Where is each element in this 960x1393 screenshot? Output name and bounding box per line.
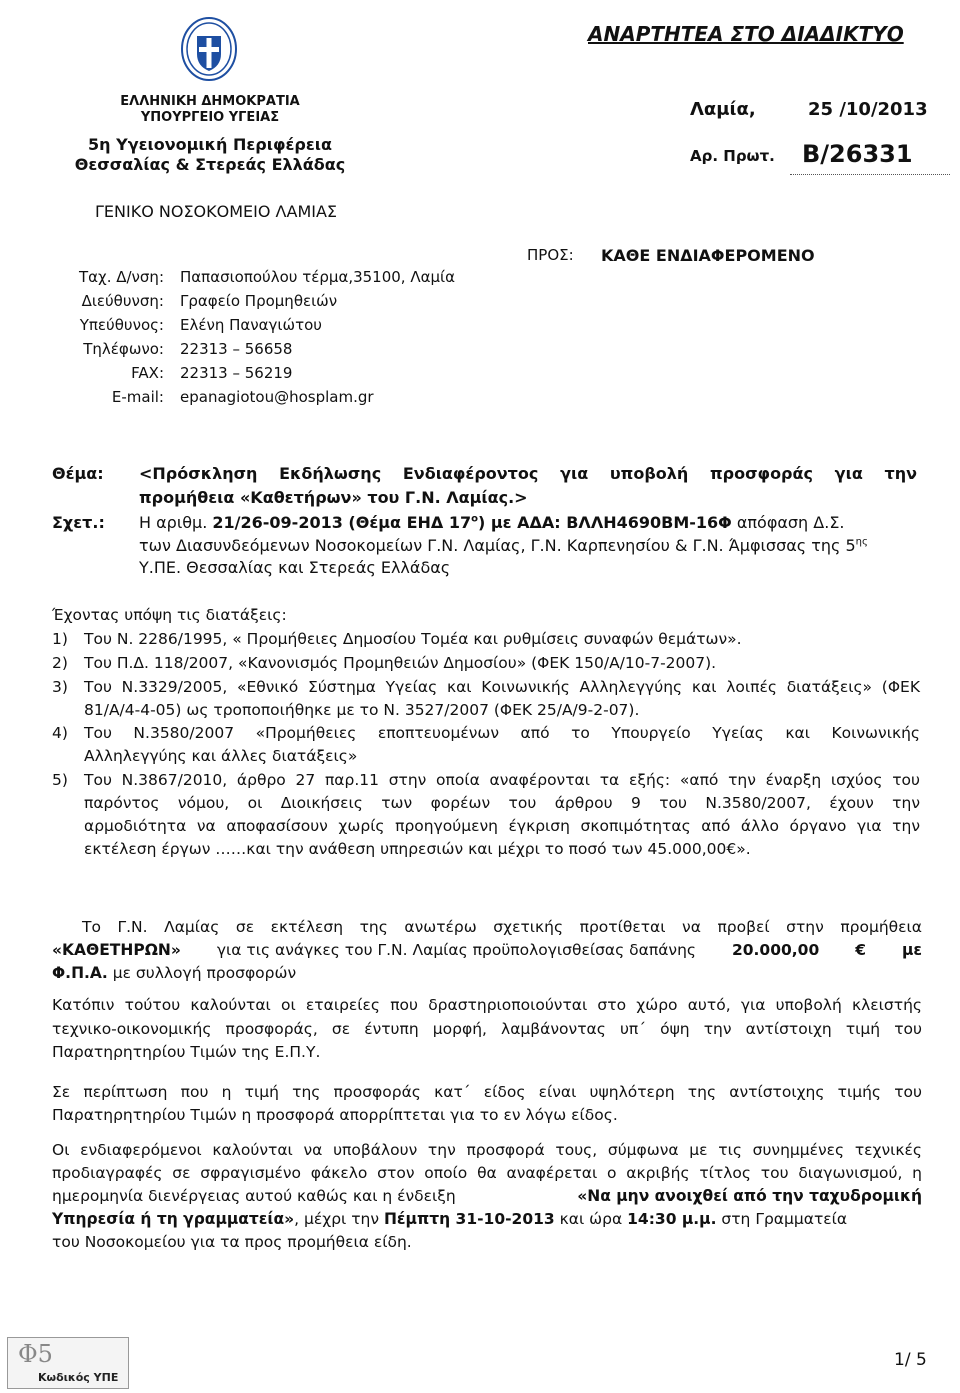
reference-text: απόφαση Δ.Σ. — [736, 513, 845, 532]
body-paragraph-1-line: Φ.Π.Α. με συλλογή προσφορών — [52, 964, 297, 982]
document-date: 25 /10/2013 — [808, 99, 928, 120]
contact-label: Διεύθυνση: — [81, 292, 164, 310]
recipient-value: ΚΑΘΕ ΕΝΔΙΑΦΕΡΟΜΕΝΟ — [601, 246, 815, 265]
body-paragraph-4-line: Οι ενδιαφερόμενοι καλούνται να υποβάλουν την προσφορά τους, σύμφωνα με τις συνημμένες τεχνικές — [52, 1141, 922, 1159]
envelope-marking: «Να μην ανοιχθεί από την ταχυδρομική — [577, 1187, 922, 1205]
provisions-intro: Έχοντας υπόψη τις διατάξεις: — [52, 606, 287, 624]
body-paragraph-4-line: Υπηρεσία ή τη γραμματεία», μέχρι την Πέμπτη 31-10-2013 και ώρα 14:30 μ.μ. στη Γραμματεία — [52, 1210, 848, 1228]
contact-label: Τηλέφωνο: — [83, 340, 164, 358]
contact-row — [0, 388, 500, 412]
contact-row — [0, 340, 500, 364]
budget-amount: 20.000,00 — [731, 941, 820, 959]
contact-row — [0, 292, 500, 316]
body-paragraph-4-line: του Νοσοκομείου για τα προς προμήθεια είδη. — [52, 1233, 412, 1251]
deadline-time: 14:30 μ.μ. — [627, 1210, 717, 1228]
provision-text: Του Π.Δ. 118/2007, «Κανονισμός Προμηθειών Δημοσίου» (ΦΕΚ 150/Α/10-7-2007). — [84, 654, 717, 672]
contact-value: 22313 – 56219 — [180, 364, 293, 382]
subject-label: Θέμα: — [52, 464, 104, 483]
provision-number: 4) — [52, 724, 68, 742]
reference-line-1 — [139, 513, 845, 532]
provision-text: παρόντος νόμου, οι Διοικήσεις των φορέων του άρθρου 9 του Ν.3580/2007, έχουν την — [84, 794, 920, 812]
euro-icon: € — [855, 941, 866, 959]
deadline-date: Πέμπτη 31-10-2013 — [383, 1210, 555, 1228]
ype-code: Φ5 — [18, 1340, 53, 1368]
body-paragraph-3-line: Σε περίπτωση που η τιμή της προσφοράς κατ΄ είδος είναι υψηλότερη της αντίστοιχης τιμής του — [52, 1083, 922, 1101]
republic-label: ΕΛΛΗΝΙΚΗ ΔΗΜΟΚΡΑΤΙΑ — [120, 94, 300, 109]
body-paragraph-3-line: Παρατηρητηρίου Τιμών η προσφορά απορρίπτεται για το εν λόγω είδος. — [52, 1106, 618, 1124]
greek-seal-icon — [178, 14, 240, 84]
reference-line-2: των Διασυνδεόμενων Νοσοκομείων Γ.Ν. Λαμίας, Γ.Ν. Καρπενησίου & Γ.Ν. Άμφισσας της $5^{\eta\varsigma}$ — [139, 536, 868, 555]
contact-value: Ελένη Παναγιώτου — [180, 316, 322, 334]
provision-text: Του Ν.3329/2005, «Εθνικό Σύστημα Υγείας και Κοινωνικής Αλληλεγγύης και λοιπές διατάξεις» (ΦΕΚ — [84, 678, 920, 696]
body-paragraph-2-line: τεχνικο-οικονομικής προσφοράς, σε έντυπη μορφή, λαμβάνοντας υπ΄ όψη την αντίστοιχη τιμή του — [52, 1020, 922, 1038]
hospital-name: ΓΕΝΙΚΟ ΝΟΣΟΚΟΜΕΙΟ ΛΑΜΙΑΣ — [95, 202, 338, 221]
region-label-2: Θεσσαλίας & Στερεάς Ελλάδας — [74, 155, 346, 174]
body-paragraph-1-line: Το Γ.Ν. Λαμίας σε εκτέλεση της ανωτέρω σχετικής προτίθεται να προβεί στην προμήθεια — [82, 918, 922, 936]
contact-email[interactable]: epanagiotou@hosplam.gr — [180, 388, 374, 406]
contact-value: 22313 – 56658 — [180, 340, 293, 358]
place-label: Λαμία, — [690, 99, 756, 120]
contact-label: Ταχ. Δ/νση: — [78, 268, 164, 286]
contact-label: Υπεύθυνος: — [79, 316, 164, 334]
body-paragraph-4-line: προδιαγραφές σε σφραγισμένο φάκελο στον οποίο θα αναφέρεται ο ακριβής τίτλος του διαγωνισμού, η — [52, 1164, 922, 1182]
provision-number: 2) — [52, 654, 68, 672]
body-paragraph-1-line: «ΚΑΘΕΤΗΡΩΝ» για τις ανάγκες του Γ.Ν. Λαμίας προϋπολογισθείσας δαπάνης 20.000,00 € με — [52, 941, 922, 959]
contact-row — [0, 268, 500, 292]
provision-number: 1) — [52, 630, 68, 648]
reference-decision: 21/26-09-2013 (Θέμα ΕΗΔ $17^o$) με ΑΔΑ: ΒΛΛΗ4690ΒΜ-16Φ — [212, 513, 732, 532]
contact-block — [0, 268, 520, 418]
body-paragraph-2-line: Παρατηρητηρίου Τιμών της Ε.Π.Υ. — [52, 1043, 321, 1061]
provision-text: αρμοδιότητα να αποφασίσουν χωρίς προηγούμενη έγκριση σκοπιμότητας από άλλο όργανο για την — [84, 817, 920, 835]
recipient-label: ΠΡΟΣ: — [527, 246, 574, 264]
body-paragraph-4-line: ημερομηνία διενέργειας αυτού καθώς και η ένδειξη «Να μην ανοιχθεί από την ταχυδρομική — [52, 1187, 922, 1205]
protocol-number: Β/26331 — [802, 140, 913, 168]
provision-text: 81/Α/4-4-05) ως τροποποιήθηκε με το Ν. 3527/2007 (ΦΕΚ 25/Α/9-2-07). — [84, 701, 640, 719]
protocol-divider — [790, 174, 950, 175]
subject-line-2: προμήθεια «Καθετήρων» του Γ.Ν. Λαμίας.> — [139, 488, 528, 507]
contact-value: Γραφείο Προμηθειών — [180, 292, 338, 310]
page-number: 1/ 5 — [894, 1350, 927, 1370]
publish-notice: ΑΝΑΡΤΗΤΕΑ ΣΤΟ ΔΙΑΔΙΚΤΥΟ — [588, 22, 904, 46]
contact-row — [0, 316, 500, 340]
ministry-label: ΥΠΟΥΡΓΕΙΟ ΥΓΕΙΑΣ — [140, 110, 280, 125]
reference-label: Σχετ.: — [52, 513, 105, 532]
protocol-label: Αρ. Πρωτ. — [690, 147, 775, 165]
region-label-1: 5η Υγειονομική Περιφέρεια — [88, 135, 332, 154]
body-paragraph-2-line: Κατόπιν τούτου καλούνται οι εταιρείες που δραστηριοποιούνται στο χώρο αυτό, για υποβολή κλειστής — [52, 996, 922, 1014]
contact-value: Παπασιοπούλου τέρμα,35100, Λαμία — [180, 268, 456, 286]
provision-text: Του Ν.3580/2007 «Προμήθειες εποπτευομένων από το Υπουργείο Υγείας και Κοινωνικής — [84, 724, 920, 742]
provision-text: εκτέλεση έργων ……και την ανάθεση υπηρεσιών και μέχρι το ποσό των 45.000,00€». — [84, 840, 751, 858]
provision-number: 3) — [52, 678, 68, 696]
provision-text: Του Ν. 2286/1995, « Προμήθειες Δημοσίου Τομέα και ρυθμίσεις συναφών θεμάτων». — [84, 630, 742, 648]
contact-row — [0, 364, 500, 388]
contact-label: E-mail: — [111, 388, 164, 406]
ype-code-box — [7, 1337, 129, 1389]
contact-label: FAX: — [131, 364, 164, 382]
provision-text: Αλληλεγγύης και άλλες διατάξεις» — [84, 747, 358, 765]
product-name: «ΚΑΘΕΤΗΡΩΝ» — [52, 941, 181, 959]
provision-number: 5) — [52, 771, 68, 789]
ype-code-label: Κωδικός ΥΠΕ — [38, 1371, 119, 1384]
reference-text: Η αριθμ. — [139, 513, 208, 532]
subject-line-1: <Πρόσκληση Εκδήλωσης Ενδιαφέροντος για υποβολή προσφοράς για την — [139, 464, 917, 483]
provision-text: Του Ν.3867/2010, άρθρο 27 παρ.11 στην οποία αναφέρονται τα εξής: «από την έναρξη ισχύος του — [84, 771, 920, 789]
reference-line-3: Υ.ΠΕ. Θεσσαλίας και Στερεάς Ελλάδας — [139, 558, 451, 577]
